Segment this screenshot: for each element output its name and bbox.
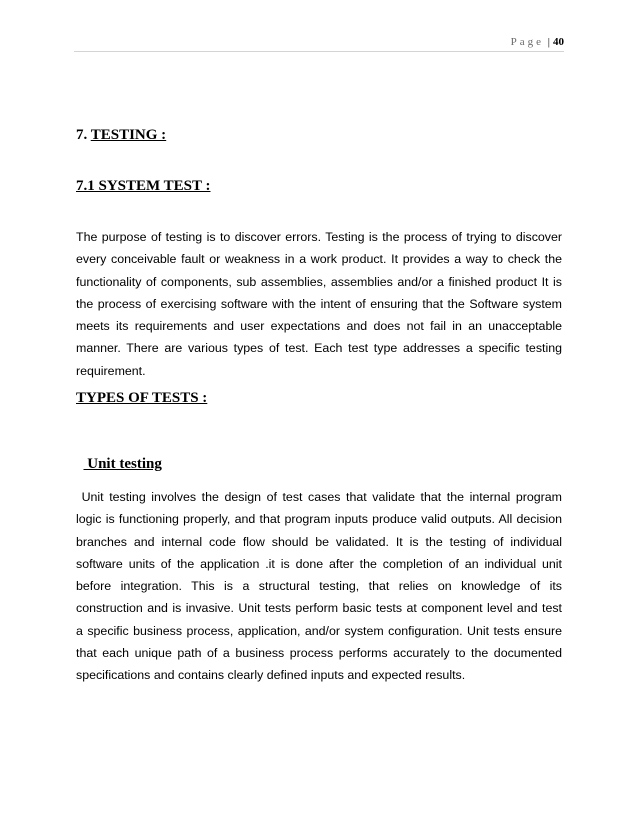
section-number: 7. bbox=[76, 127, 88, 143]
paragraph-line: the process of exercising software with the intent of ensuring that the Software system bbox=[76, 296, 562, 311]
paragraph-line: before integration. This is a structural testing, that relies on knowledge of its bbox=[76, 579, 562, 594]
paragraph-line: construction and is invasive. Unit tests perform basic tests at component level and test bbox=[76, 601, 562, 616]
paragraph-line: every conceivable fault or weakness in a work product. It provides a way to check the bbox=[76, 252, 562, 267]
header-rule bbox=[74, 51, 564, 52]
paragraph-line: The purpose of testing is to discover errors. Testing is the process of trying to discover bbox=[76, 230, 562, 244]
paragraph-line: software units of the application .it is done after the completion of an individual unit bbox=[76, 556, 562, 571]
paragraph-line: specifications and contains clearly defined inputs and expected results. bbox=[76, 668, 466, 683]
paragraph-line: branches and internal code flow should be validated. It is the testing of individual bbox=[76, 534, 562, 549]
paragraph-line: meets its requirements and user expectations and does not fail in an unacceptable bbox=[76, 319, 562, 334]
section-heading-types-of-tests bbox=[76, 390, 207, 407]
system-test-paragraph bbox=[76, 226, 562, 382]
paragraph-line: a specific business process, application, and/or system configuration. Unit tests ensure bbox=[76, 623, 562, 638]
paragraph-line: logic is functioning properly, and that program inputs produce valid outputs. All decision bbox=[76, 512, 562, 527]
subsection-heading-system-test bbox=[76, 178, 211, 195]
page-number: 40 bbox=[553, 36, 564, 48]
unit-testing-title: Unit testing bbox=[83, 456, 162, 472]
section-title: TESTING : bbox=[90, 127, 167, 143]
paragraph-line: functionality of components, sub assemblies, assemblies and/or a finished product It is bbox=[76, 274, 562, 289]
page-separator: | bbox=[547, 36, 550, 48]
paragraph-line: that each unique path of a business process performs accurately to the documented bbox=[76, 646, 562, 661]
section-heading-testing bbox=[76, 127, 166, 144]
paragraph-line: manner. There are various types of test. Each test type addresses a specific testing bbox=[76, 341, 562, 356]
paragraph-line: requirement. bbox=[76, 363, 146, 378]
subsection-heading-unit-testing bbox=[76, 439, 162, 473]
page-header bbox=[511, 36, 564, 48]
paragraph-line: Unit testing involves the design of test cases that validate that the internal program bbox=[76, 490, 562, 504]
page-label: Page bbox=[510, 36, 545, 48]
subsection-title: 7.1 SYSTEM TEST : bbox=[76, 178, 211, 194]
unit-testing-paragraph bbox=[76, 486, 562, 687]
types-title: TYPES OF TESTS : bbox=[76, 390, 208, 406]
